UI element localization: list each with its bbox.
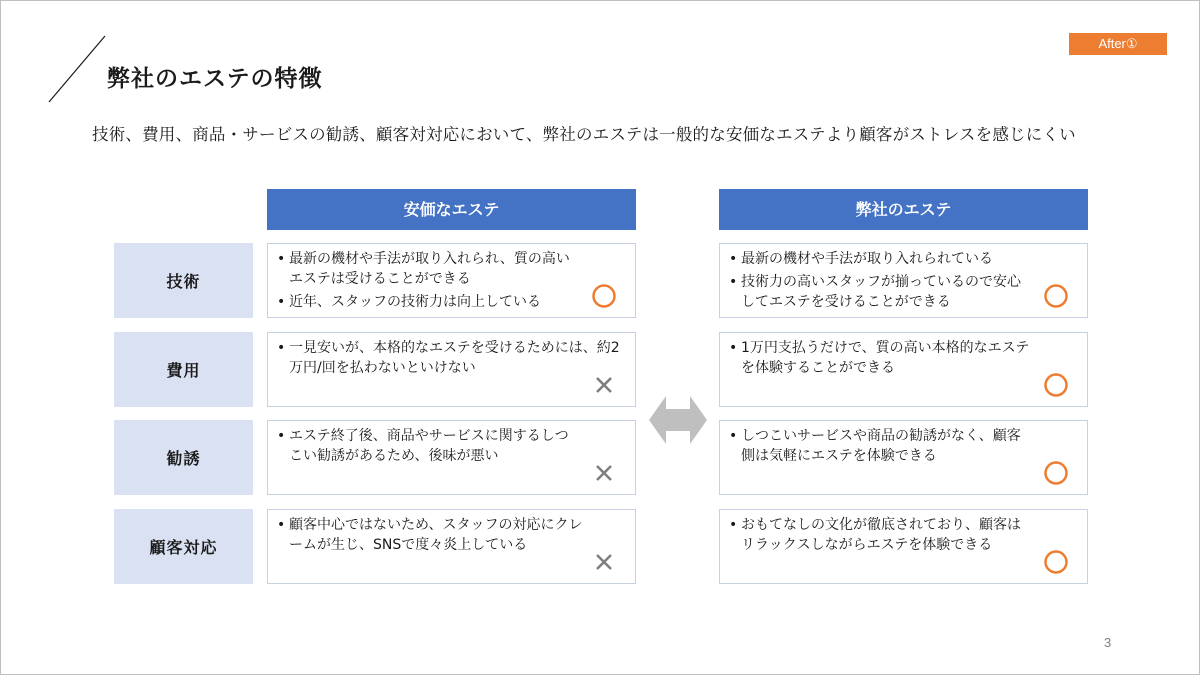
list-item: • 近年、スタッフの技術力は向上している — [276, 292, 627, 312]
list-item: • 一見安いが、本格的なエステを受けるためには、約2万円/回を払わないといけない — [276, 338, 629, 378]
cell-cheap-solicitation — [267, 420, 636, 495]
column-header-ours: 弊社のエステ — [719, 189, 1088, 230]
list-item: • 最新の機材や手法が取り入れられている — [728, 249, 1079, 269]
row-label-solicitation: 勧誘 — [114, 420, 253, 495]
slide-description: 技術、費用、商品・サービスの勧誘、顧客対対応において、弊社のエステは一般的な安価なエステより顧客がストレスを感じにくい — [92, 125, 1076, 144]
cross-icon — [591, 460, 617, 486]
list-item: • しつこいサービスや商品の勧誘がなく、顧客側は気軽にエステを体験できる — [728, 426, 1033, 466]
cell-cheap-technique — [267, 243, 636, 318]
double-arrow-icon — [649, 394, 707, 446]
circle-icon — [591, 283, 617, 309]
cell-cheap-cost — [267, 332, 636, 407]
circle-icon — [1043, 372, 1069, 398]
list-item: • 技術力の高いスタッフが揃っているので安心してエステを受けることができる — [728, 272, 1033, 312]
cell-cheap-customer-service — [267, 509, 636, 584]
list-item: • おもてなしの文化が徹底されており、顧客はリラックスしながらエステを体験できる — [728, 515, 1026, 555]
list-item: • 1万円支払うだけで、質の高い本格的なエステを体験することができる — [728, 338, 1033, 378]
row-label-technique: 技術 — [114, 243, 253, 318]
cross-icon — [591, 549, 617, 575]
list-item: • 顧客中心ではないため、スタッフの対応にクレームが生じ、SNSで度々炎上している — [276, 515, 589, 555]
circle-icon — [1043, 283, 1069, 309]
list-item: • 最新の機材や手法が取り入れられ、質の高いエステは受けることができる — [276, 249, 581, 289]
decorative-slash — [47, 35, 107, 103]
circle-icon — [1043, 549, 1069, 575]
cross-icon — [591, 372, 617, 398]
cell-ours-solicitation — [719, 420, 1088, 495]
cell-ours-customer-service — [719, 509, 1088, 584]
row-label-customer-service: 顧客対応 — [114, 509, 253, 584]
list-item: • エステ終了後、商品やサービスに関するしつこい勧誘があるため、後味が悪い — [276, 426, 581, 466]
cell-ours-technique — [719, 243, 1088, 318]
column-header-cheap: 安価なエステ — [267, 189, 636, 230]
page-number: 3 — [1104, 635, 1112, 650]
row-label-cost: 費用 — [114, 332, 253, 407]
cell-ours-cost — [719, 332, 1088, 407]
after-badge: After① — [1069, 33, 1167, 55]
circle-icon — [1043, 460, 1069, 486]
slide-title: 弊社のエステの特徴 — [107, 66, 323, 92]
